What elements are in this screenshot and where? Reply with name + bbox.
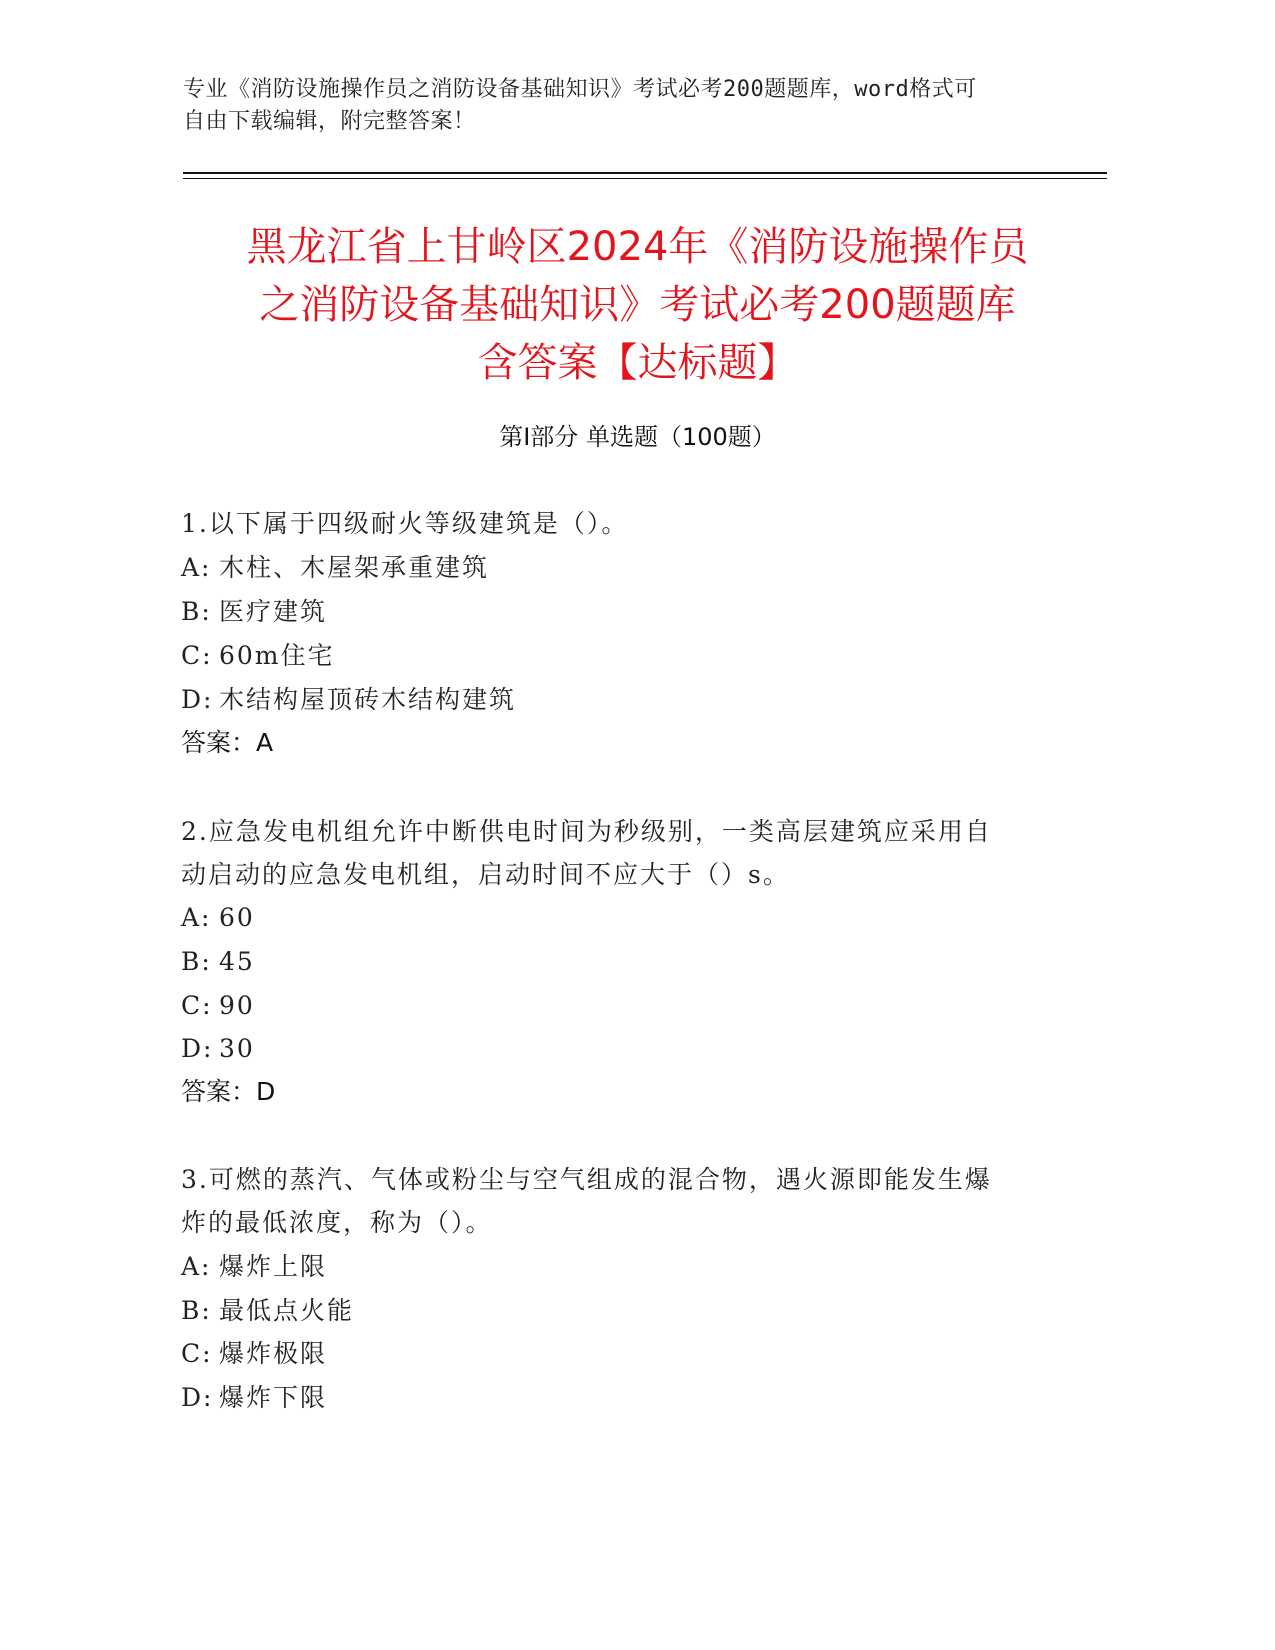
question-3-option-a	[181, 1250, 1081, 1284]
option-label: A:	[181, 903, 212, 932]
option-text: 60	[219, 903, 255, 932]
option-label: D:	[181, 1383, 214, 1412]
option-label: B:	[181, 597, 212, 626]
option-text: 医疗建筑	[219, 597, 328, 626]
question-3-option-b	[181, 1294, 1081, 1328]
option-text: 木结构屋顶砖木结构建筑	[219, 685, 517, 714]
question-3-option-d	[181, 1381, 1081, 1415]
option-label: B:	[181, 947, 212, 976]
header-divider-thick	[183, 172, 1107, 174]
document-title	[150, 218, 1125, 392]
question-1-stem: 1.以下属于四级耐火等级建筑是（）。	[181, 509, 629, 538]
option-text: 爆炸下限	[219, 1383, 328, 1412]
option-label: A:	[181, 553, 212, 582]
question-1-option-d	[181, 683, 1081, 717]
option-text: 45	[219, 947, 255, 976]
question-1-option-c	[181, 639, 1081, 673]
section-heading: 第Ⅰ部分 单选题（100题）	[499, 423, 776, 451]
header-note	[183, 74, 1063, 138]
option-label: C:	[181, 991, 213, 1020]
question-2-option-d	[181, 1032, 1081, 1066]
question-2-option-a	[181, 901, 1081, 935]
option-text: 木柱、木屋架承重建筑	[219, 553, 490, 582]
question-3-stem-line-2: 炸的最低浓度，称为（）。	[181, 1208, 493, 1237]
option-text: 爆炸极限	[219, 1339, 328, 1368]
question-1-answer: 答案：A	[181, 728, 274, 757]
question-3-option-c	[181, 1337, 1081, 1371]
question-1-option-a	[181, 551, 1081, 585]
title-line-3: 含答案【达标题】	[477, 340, 798, 386]
option-label: A:	[181, 1252, 212, 1281]
header-note-line-1: 专业《消防设施操作员之消防设备基础知识》考试必考200题题库，word格式可	[183, 77, 977, 102]
option-text: 60m住宅	[219, 641, 335, 670]
option-text: 爆炸上限	[219, 1252, 328, 1281]
question-3-stem-line-1: 3.可燃的蒸汽、气体或粉尘与空气组成的混合物，遇火源即能发生爆	[181, 1165, 992, 1194]
option-label: B:	[181, 1296, 212, 1325]
option-label: D:	[181, 685, 214, 714]
question-2-stem-line-1: 2.应急发电机组允许中断供电时间为秒级别，一类高层建筑应采用自	[181, 817, 992, 846]
option-label: C:	[181, 641, 213, 670]
question-2-answer: 答案：D	[181, 1077, 276, 1106]
title-line-1: 黑龙江省上甘岭区2024年《消防设施操作员	[246, 224, 1029, 270]
option-text: 最低点火能	[219, 1296, 355, 1325]
header-note-line-2: 自由下载编辑，附完整答案！	[183, 109, 476, 134]
question-2-option-b	[181, 945, 1081, 979]
option-text: 90	[219, 991, 255, 1020]
question-1-option-b	[181, 595, 1081, 629]
question-2-stem-line-2: 动启动的应急发电机组，启动时间不应大于（）s。	[181, 860, 790, 889]
question-2-option-c	[181, 989, 1081, 1023]
option-text: 30	[219, 1034, 255, 1063]
option-label: C:	[181, 1339, 213, 1368]
header-divider-thin	[183, 178, 1107, 179]
option-label: D:	[181, 1034, 214, 1063]
title-line-2: 之消防设备基础知识》考试必考200题题库	[259, 282, 1016, 328]
